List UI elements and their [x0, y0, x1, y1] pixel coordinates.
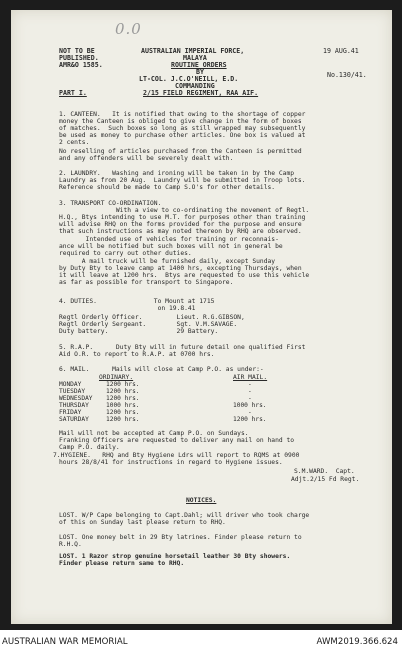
mail-day: TUESDAY	[59, 388, 86, 395]
mail-col-ordinary: ORDINARY.	[99, 374, 134, 381]
header-line-4: BY	[196, 68, 204, 76]
mail-ordinary: 1200 hrs.	[106, 409, 140, 416]
mail-heading: 6. MAIL. Mails will close at Camp P.O. as under:-	[59, 366, 264, 373]
header-line-5: LT-COL. J.C.O'NEILL, E.D.	[139, 75, 239, 83]
item-line: Duty battery. 29 Battery.	[59, 328, 219, 335]
footer-accession: AWM2019.366.624	[316, 637, 398, 647]
item-line: be used as money to purchase other articles. One box is valued at	[59, 132, 306, 139]
mail-ordinary: 1200 hrs.	[106, 388, 140, 395]
item-line: by Duty Bty to leave camp at 1400 hrs, excepting Thursdays, when	[59, 265, 302, 272]
item-line: Intended use of vehicles for training or reconnais-	[59, 236, 279, 243]
mail-ordinary: 1000 hrs.	[106, 402, 140, 409]
order-number: No.130/41.	[327, 71, 367, 79]
item-line: 2. LAUNDRY. Washing and ironing will be taken in by the Camp	[59, 170, 295, 177]
item-line: and any offenders will be severely dealt with.	[59, 155, 234, 162]
item-line: 4. DUTIES. To Mount at 1715	[59, 298, 215, 305]
mail-col-air: AIR MAIL.	[233, 374, 268, 381]
header-line-2: MALAYA	[183, 54, 207, 62]
item-line: that such instructions as may noted thereon by RHQ are observed.	[59, 228, 302, 235]
archive-footer	[0, 630, 402, 653]
item-line: money the Canteen is obliged to give change in the form of boxes	[59, 118, 302, 125]
item-line: No reselling of articles purchased from the Canteen is permitted	[59, 148, 302, 155]
mail-air: -	[248, 381, 252, 388]
part-heading: PART I.	[59, 89, 87, 97]
item-line: H.Q., Btys intending to use M.T. for purposes other than training	[59, 214, 306, 221]
mail-ordinary: 1200 hrs.	[106, 395, 140, 402]
notice-line: Finder please return same to RHQ.	[59, 560, 185, 567]
signature-name: S.M.WARD. Capt.	[294, 468, 355, 475]
not-published-line-3: AMR&O 1585.	[59, 61, 103, 69]
order-date: 19 AUG.41	[323, 47, 359, 55]
mail-day: THURSDAY	[59, 402, 89, 409]
item-line: 3. TRANSPORT CO-ORDINATION.	[59, 200, 162, 207]
footer-institution: AUSTRALIAN WAR MEMORIAL	[2, 637, 128, 647]
item-line: Laundry as from 20 Aug. Laundry will be submitted in Troop lots.	[59, 177, 306, 184]
item-line: 2 cents.	[59, 139, 90, 146]
item-line: With a view to co-ordinating the movement of Regtl.	[59, 207, 310, 214]
mail-air: -	[248, 395, 252, 402]
item-line: as far as possible for transport to Singapore.	[59, 279, 234, 286]
mail-note: Franking Officers are requested to deliver any mail on hand to	[59, 437, 295, 444]
not-published-line-1: NOT TO BE	[59, 47, 95, 55]
mail-note: Camp P.O. daily.	[59, 444, 120, 451]
item-line: hours 28/8/41 for instructions in regard to Hygiene issues.	[59, 459, 283, 466]
notice-line: LOST. 1 Razor strop genuine horsetail leather 30 Bty showers.	[59, 553, 291, 560]
mail-day: SATURDAY	[59, 416, 89, 423]
notices-title: NOTICES.	[186, 497, 217, 504]
header-line-7: 2/15 FIELD REGIMENT, RAA AIF.	[143, 89, 259, 97]
item-line: Reference should be made to Camp S.O's for other details.	[59, 184, 276, 191]
document-page	[11, 10, 392, 624]
mail-air: 1200 hrs.	[233, 416, 267, 423]
mail-air: -	[248, 409, 252, 416]
item-line: Aid O.R. to report to R.A.P. at 0700 hrs.	[59, 351, 215, 358]
mail-air: 1000 hrs.	[233, 402, 267, 409]
mail-air: -	[248, 388, 252, 395]
item-line: A mail truck will be furnished daily, except Sunday	[59, 258, 276, 265]
not-published-line-2: PUBLISHED.	[59, 54, 99, 62]
item-line: ance will be notified but such boxes will not in general be	[59, 243, 283, 250]
mail-day: WEDNESDAY	[59, 395, 93, 402]
item-line: will advise RHQ on the forms provided for the purpose and ensure	[59, 221, 302, 228]
item-line: Regtl Orderly Sergeant. Sgt. V.M.SAVAGE.	[59, 321, 238, 328]
item-line: of matches. Such boxes so long as still wrapped may subsequently	[59, 125, 306, 132]
notice-line: R.H.Q.	[59, 541, 82, 548]
item-line: 7.HYGIENE. RHQ and Bty Hygiene Ldrs will report to RQMS at 0900	[53, 452, 300, 459]
mail-ordinary: 1200 hrs.	[106, 416, 140, 423]
item-line: on 19.8.41	[59, 305, 196, 312]
notice-line: of this on Sunday last please return to RHQ.	[59, 519, 226, 526]
header-line-3: ROUTINE ORDERS	[171, 61, 227, 69]
item-line: 1. CANTEEN. It is notified that owing to the shortage of copper	[59, 111, 306, 118]
item-line: it will leave at 1200 hrs. Btys are requested to use this vehicle	[59, 272, 310, 279]
pencil-mark: 0.0	[115, 20, 142, 38]
item-line: 5. R.A.P. Duty Bty will in future detail one qualified First	[59, 344, 306, 351]
item-line: required to carry out other duties.	[59, 250, 192, 257]
mail-note: Mail will not be accepted at Camp P.O. on Sundays.	[59, 430, 249, 437]
notice-line: LOST. One money belt in 29 Bty latrines. Finder please return to	[59, 534, 302, 541]
mail-ordinary: 1200 hrs.	[106, 381, 140, 388]
header-line-1: AUSTRALIAN IMPERIAL FORCE,	[141, 47, 245, 55]
mail-day: FRIDAY	[59, 409, 82, 416]
signature-title: Adjt.2/15 Fd Regt.	[291, 476, 360, 483]
item-line: Regtl Orderly Officer. Lieut. R.G.GIBSON,	[59, 314, 245, 321]
mail-day: MONDAY	[59, 381, 82, 388]
notice-line: LOST. W/P Cape belonging to Capt.Dahl; will driver who took charge	[59, 512, 310, 519]
header-line-6: COMMANDING	[175, 82, 215, 90]
